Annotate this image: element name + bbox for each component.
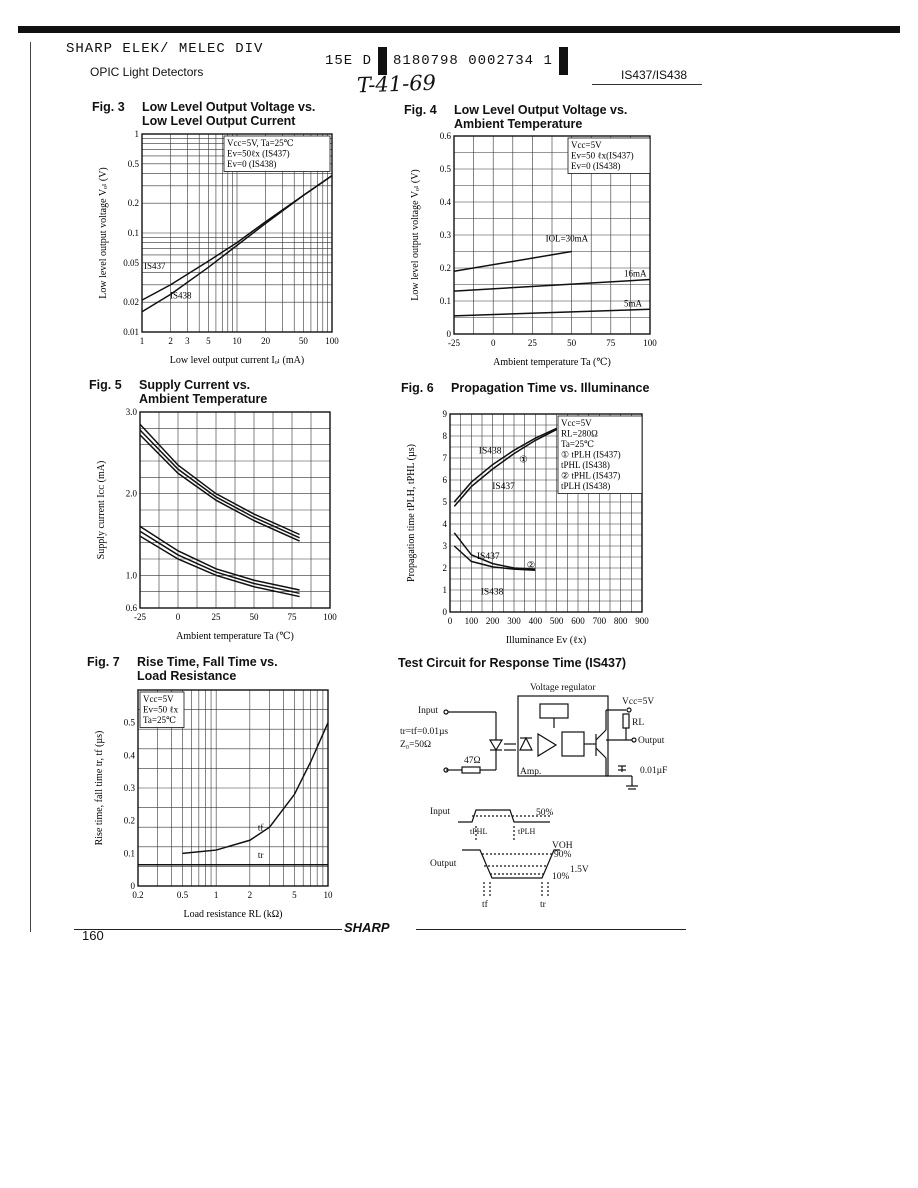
y-tick-label: 0.4 xyxy=(123,750,135,761)
x-tick-label: -25 xyxy=(134,612,146,622)
circuit-labels xyxy=(400,683,667,777)
legend-entry: Ev=0 (IS438) xyxy=(227,159,277,169)
x-tick-label: 100 xyxy=(464,616,479,626)
annotation: ② xyxy=(526,561,536,571)
legend-entry: Ev=50 ℓx xyxy=(143,704,179,715)
timing-label: tf xyxy=(482,900,488,910)
y-tick-label: 0.6 xyxy=(125,603,137,613)
y-tick-label: 0.5 xyxy=(127,158,139,169)
load-resistor xyxy=(623,714,629,728)
y-tick-label: 0.01 xyxy=(123,327,139,337)
x-tick-label: 5 xyxy=(292,890,297,900)
y-tick-label: 5 xyxy=(442,497,447,507)
annotation: IS438 xyxy=(480,587,504,598)
timing-label: Output xyxy=(430,859,457,869)
fig7-chart xyxy=(92,684,342,920)
x-tick-label: 0 xyxy=(175,612,181,622)
y-tick-label: 1 xyxy=(442,585,447,595)
y-tick-label: 1 xyxy=(134,129,139,139)
timing-label: tPLH xyxy=(518,827,536,836)
led-icon xyxy=(490,740,502,750)
y-tick-label: 0.5 xyxy=(123,717,135,728)
x-tick-label: 2 xyxy=(168,336,173,346)
circuit-label: Z₀=50Ω xyxy=(400,740,432,750)
x-tick-label: 1 xyxy=(213,890,219,900)
circuit-label: 47Ω xyxy=(464,756,481,766)
y-tick-label: 0.1 xyxy=(127,228,139,238)
x-tick-label: 50 xyxy=(249,612,259,622)
legend-entry: Ev=0 (IS438) xyxy=(571,161,621,171)
timing-label: 90% xyxy=(554,850,572,860)
legend-entry: tPHL (IS438) xyxy=(561,460,610,470)
timing-label: 1.5V xyxy=(570,865,589,875)
series-label: IOL=30mA xyxy=(545,233,589,244)
x-tick-label: 5 xyxy=(206,336,211,346)
fig4-title: Fig. 4 Low Level Output Voltage vs. Ambient Temperature xyxy=(404,103,628,131)
fig3-title: Fig. 3 Low Level Output Voltage vs. Low Level Output Current xyxy=(92,100,316,128)
timing-label: tPHL xyxy=(470,827,488,836)
series-label: 5mA xyxy=(624,298,642,309)
y-tick-label: 0.05 xyxy=(123,257,139,268)
timing-diagram xyxy=(458,810,560,898)
circuit-label: Vcc=5V xyxy=(622,697,655,707)
series-line xyxy=(454,533,535,569)
series-line xyxy=(140,424,300,534)
y-tick-label: 4 xyxy=(442,519,447,529)
circuit-label: Voltage regulator xyxy=(530,683,596,693)
y-axis-label: Rise time, fall time tr, tf (µs) xyxy=(94,730,105,846)
opic-package xyxy=(518,696,608,776)
resistor-47 xyxy=(462,767,480,773)
y-tick-label: 0.2 xyxy=(123,815,135,826)
circuit-label: 0.01µF xyxy=(640,766,668,776)
left-margin-line xyxy=(30,42,31,932)
x-axis-label: Load resistance RL (kΩ) xyxy=(183,909,283,920)
x-tick-label: 2 xyxy=(247,890,253,900)
y-tick-label: 9 xyxy=(442,409,447,419)
fig4-chart xyxy=(408,130,668,368)
company-header: SHARP ELEK/ MELEC DIV xyxy=(66,41,264,57)
y-tick-label: 0.4 xyxy=(439,197,451,207)
y-tick-label: 0 xyxy=(446,329,451,339)
circuit-label: Output xyxy=(638,736,665,746)
y-tick-label: 0.3 xyxy=(123,783,135,793)
barcode-block xyxy=(559,47,568,75)
code-left: 15E D xyxy=(325,53,373,69)
y-tick-label: 0 xyxy=(442,607,447,617)
series-line xyxy=(140,526,300,590)
legend-entry: Ta=25℃ xyxy=(143,715,177,725)
y-tick-label: 0.3 xyxy=(439,230,451,240)
timing-label: Input xyxy=(430,807,451,817)
fig3-chart xyxy=(96,128,346,368)
x-tick-label: 25 xyxy=(211,612,221,622)
x-tick-label: 600 xyxy=(571,616,585,626)
y-tick-label: 3 xyxy=(442,541,447,551)
y-tick-label: 0.2 xyxy=(439,263,451,273)
x-tick-label: 200 xyxy=(485,616,500,626)
footer-rule-right xyxy=(416,929,686,930)
x-tick-label: 300 xyxy=(507,616,521,626)
x-tick-label: 3 xyxy=(185,336,190,346)
x-tick-label: 0.5 xyxy=(176,890,189,900)
y-tick-label: 2.0 xyxy=(125,488,137,499)
legend-entry: Ev=50ℓx (IS437) xyxy=(227,148,290,159)
legend-entry: Ta=25℃ xyxy=(561,439,595,449)
y-tick-label: 2 xyxy=(442,563,447,573)
x-tick-label: 25 xyxy=(527,338,537,348)
timing-label: 10% xyxy=(552,872,570,882)
x-axis-label: Illuminance Ev (ℓx) xyxy=(505,635,587,646)
x-tick-label: 10 xyxy=(323,890,333,900)
timing-label: 50% xyxy=(536,808,554,818)
y-tick-label: 3.0 xyxy=(125,407,137,417)
x-tick-label: 75 xyxy=(606,338,616,348)
x-tick-label: 100 xyxy=(643,338,657,348)
fig5-chart xyxy=(94,406,344,646)
photodiode-icon xyxy=(520,738,532,750)
y-tick-label: 0.02 xyxy=(123,297,139,308)
circuit-label: Input xyxy=(418,706,439,716)
x-tick-label: -25 xyxy=(448,338,460,348)
x-axis-label: Ambient temperature Ta (℃) xyxy=(493,357,611,368)
x-tick-label: 800 xyxy=(613,616,628,626)
legend-entry: RL=280Ω xyxy=(561,428,598,439)
y-tick-label: 0 xyxy=(130,881,135,891)
fig6-chart xyxy=(404,408,660,648)
x-axis-label: Ambient temperature Ta (℃) xyxy=(176,631,294,642)
y-axis-label: Low level output voltage Vₒₗ (V) xyxy=(410,169,421,301)
fig7-title: Fig. 7 Rise Time, Fall Time vs. Load Resistance xyxy=(87,655,278,683)
y-tick-label: 1.0 xyxy=(125,570,137,581)
y-tick-label: 8 xyxy=(442,431,447,441)
x-axis-label: Low level output current Iₒₗ (mA) xyxy=(169,355,305,366)
part-numbers: IS437/IS438 xyxy=(621,68,688,82)
code-right: 8180798 0002734 1 xyxy=(393,53,553,69)
series-label: tr xyxy=(257,850,264,861)
x-tick-label: 0 xyxy=(490,338,496,348)
legend-entry: Vcc=5V xyxy=(561,418,592,428)
test-circuit xyxy=(400,676,710,916)
y-tick-label: 0.2 xyxy=(127,198,139,209)
legend-entry: Vcc=5V xyxy=(571,140,602,150)
circuit-label: RL xyxy=(632,718,645,728)
timing-labels xyxy=(430,807,589,910)
footer-rule-left xyxy=(74,929,342,930)
annotation: IS437 xyxy=(476,552,500,563)
legend-entry: Vcc=5V xyxy=(143,694,174,704)
x-tick-label: 700 xyxy=(592,616,607,626)
top-border xyxy=(18,26,900,33)
x-tick-label: 0.2 xyxy=(132,890,144,900)
x-tick-label: 50 xyxy=(567,338,577,348)
series-line xyxy=(454,429,556,506)
x-tick-label: 0 xyxy=(447,616,453,626)
y-tick-label: 0.1 xyxy=(439,296,451,306)
category-label: OPIC Light Detectors xyxy=(90,65,204,79)
x-tick-label: 100 xyxy=(325,336,339,346)
legend-entry: tPLH (IS438) xyxy=(561,481,611,491)
page-number: 160 xyxy=(82,928,104,943)
series-label: IS438 xyxy=(170,290,192,301)
barcode-block xyxy=(378,47,387,75)
test-circuit-title: Test Circuit for Response Time (IS437) xyxy=(398,656,627,670)
y-axis-label: Low level output voltage Vₒₗ (V) xyxy=(98,167,109,299)
header-rule xyxy=(592,84,702,85)
series-label: 16mA xyxy=(624,268,647,279)
circuit-label: Amp. xyxy=(520,767,542,777)
series-line xyxy=(140,430,300,538)
annotation: IS437 xyxy=(492,481,515,492)
series-line xyxy=(140,531,300,593)
legend-entry: Vcc=5V, Ta=25℃ xyxy=(227,138,294,148)
legend-entry: Ev=50 ℓx(IS437) xyxy=(571,150,634,161)
fig5-title: Fig. 5 Supply Current vs. Ambient Temperature xyxy=(89,378,268,406)
series-label: IS437 xyxy=(144,260,166,271)
y-axis-label: Supply current Iᴄᴄ (mA) xyxy=(96,460,107,560)
schmitt-block xyxy=(562,732,584,756)
legend-entry: ① tPLH (IS437) xyxy=(561,449,621,460)
handwritten-note: T-41-69 xyxy=(356,70,437,98)
circuit-label: tr=tf=0.01µs xyxy=(400,727,449,737)
x-tick-label: 50 xyxy=(298,336,308,346)
y-tick-label: 6 xyxy=(442,475,447,485)
amp-triangle xyxy=(538,734,556,756)
x-tick-label: 100 xyxy=(323,612,337,622)
y-axis-label: Propagation time tPLH, tPHL (µs) xyxy=(406,444,417,582)
x-tick-label: 10 xyxy=(232,336,242,346)
y-tick-label: 0.5 xyxy=(439,164,451,174)
annotation: ① xyxy=(519,455,528,466)
legend-entry: ② tPHL (IS437) xyxy=(561,470,621,481)
y-tick-label: 7 xyxy=(442,453,447,463)
x-tick-label: 400 xyxy=(528,616,543,626)
y-tick-label: 0.6 xyxy=(439,131,451,141)
sharp-logo: SHARP xyxy=(344,920,390,935)
fig6-title: Fig. 6 Propagation Time vs. Illuminance xyxy=(401,381,650,395)
header-code xyxy=(325,47,568,75)
x-tick-label: 900 xyxy=(635,616,649,626)
timing-label: tr xyxy=(540,900,546,910)
x-tick-label: 1 xyxy=(139,336,145,346)
series-label: tf xyxy=(257,822,264,833)
x-tick-label: 75 xyxy=(287,612,297,622)
x-tick-label: 20 xyxy=(261,336,271,346)
y-tick-label: 0.1 xyxy=(123,848,135,859)
timing-label: VOH xyxy=(552,841,573,851)
x-tick-label: 500 xyxy=(549,616,564,626)
regulator-box xyxy=(540,704,568,718)
annotation: IS438 xyxy=(478,446,502,457)
